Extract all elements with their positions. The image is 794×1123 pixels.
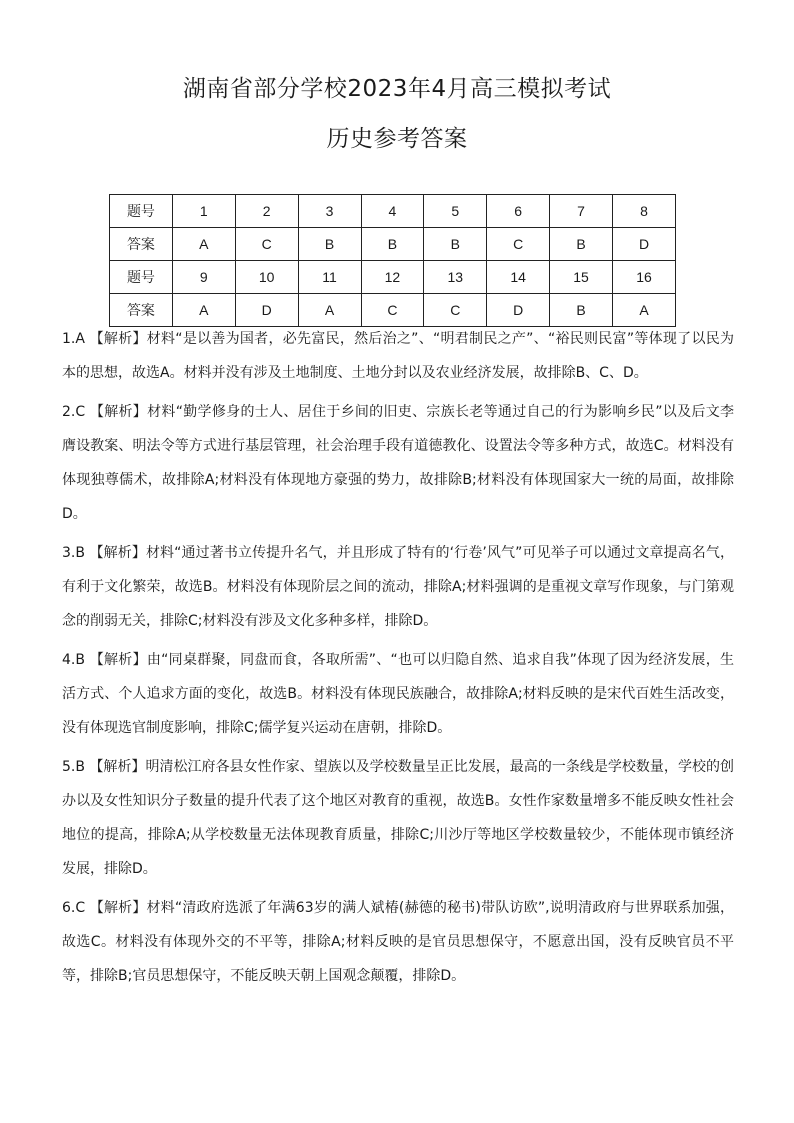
table-row bbox=[110, 195, 676, 228]
answer-explanation: 1.A 【解析】材料“是以善为国者，必先富民，然后治之”、“明君制民之产”、“裕民则民富”等体现了以民为本的思想，故选A。材料并没有涉及土地制度、土地分封以及农业经济发展，故排除B、C、D。 bbox=[62, 331, 734, 381]
table-cell: B bbox=[550, 228, 613, 261]
table-cell: 9 bbox=[172, 261, 235, 294]
table-cell: 15 bbox=[550, 261, 613, 294]
table-cell: C bbox=[361, 294, 424, 327]
page-subtitle: 历史参考答案 bbox=[326, 126, 468, 152]
table-cell: 6 bbox=[487, 195, 550, 228]
table-cell: 16 bbox=[613, 261, 676, 294]
table-cell: 2 bbox=[235, 195, 298, 228]
table-cell: 8 bbox=[613, 195, 676, 228]
table-cell: 1 bbox=[172, 195, 235, 228]
table-cell: A bbox=[298, 294, 361, 327]
answer-explanation: 6.C 【解析】材料“清政府选派了年满63岁的满人斌椿(赫德的秘书)带队访欧”,说明清政府与世界联系加强，故选C。材料没有体现外交的不平等，排除A;材料反映的是官员思想保守，不愿意出国，没有反映官员不平等，排除B;官员思想保守，不能反映天朝上国观念颠覆，排除D。 bbox=[62, 900, 734, 984]
table-cell: 3 bbox=[298, 195, 361, 228]
table-cell: 13 bbox=[424, 261, 487, 294]
answer-explanation: 4.B 【解析】由“同桌群聚，同盘而食，各取所需”、“也可以归隐自然、追求自我”体现了因为经济发展，生活方式、个人追求方面的变化，故选B。材料没有体现民族融合，故排除A;材料反映的是宋代百姓生活改变，没有体现选官制度影响，排除C;儒学复兴运动在唐朝，排除D。 bbox=[62, 652, 734, 736]
table-cell: A bbox=[172, 228, 235, 261]
table-cell: 14 bbox=[487, 261, 550, 294]
table-cell: C bbox=[235, 228, 298, 261]
analysis-section bbox=[62, 322, 734, 998]
table-cell: C bbox=[487, 228, 550, 261]
table-row bbox=[110, 228, 676, 261]
table-cell: 4 bbox=[361, 195, 424, 228]
row-header: 题号 bbox=[110, 261, 173, 294]
table-cell: 12 bbox=[361, 261, 424, 294]
table-cell: B bbox=[298, 228, 361, 261]
table-cell: A bbox=[613, 294, 676, 327]
table-cell: 5 bbox=[424, 195, 487, 228]
answer-explanation: 2.C 【解析】材料“勤学修身的士人、居住于乡间的旧吏、宗族长老等通过自己的行为影响乡民”以及后文李膺设教案、明法令等方式进行基层管理，社会治理手段有道德教化、设置法令等多种方式，故选C。材料没有体现独尊儒术，故排除A;材料没有体现地方豪强的势力，故排除B;材料没有体现国家大一统的局面，故排除D。 bbox=[62, 404, 734, 522]
table-row bbox=[110, 261, 676, 294]
table-cell: B bbox=[550, 294, 613, 327]
table-cell: D bbox=[487, 294, 550, 327]
answer-table bbox=[109, 194, 676, 327]
answer-explanation: 5.B 【解析】明清松江府各县女性作家、望族以及学校数量呈正比发展，最高的一条线是学校数量，学校的创办以及女性知识分子数量的提升代表了这个地区对教育的重视，故选B。女性作家数量增多不能反映女性社会地位的提高，排除A;从学校数量无法体现教育质量，排除C;川沙厅等地区学校数量较少，不能体现市镇经济发展，排除D。 bbox=[62, 759, 734, 877]
table-cell: 7 bbox=[550, 195, 613, 228]
table-cell: A bbox=[172, 294, 235, 327]
table-cell: D bbox=[613, 228, 676, 261]
answer-explanation: 3.B 【解析】材料“通过著书立传提升名气，并且形成了特有的‘行卷’风气”可见举子可以通过文章提高名气，有利于文化繁荣，故选B。材料没有体现阶层之间的流动，排除A;材料强调的是重视文章写作现象，与门第观念的削弱无关，排除C;材料没有涉及文化多种多样，排除D。 bbox=[62, 545, 734, 629]
page-title: 湖南省部分学校2023年4月高三模拟考试 bbox=[182, 76, 612, 102]
table-cell: B bbox=[424, 228, 487, 261]
table-cell: 10 bbox=[235, 261, 298, 294]
table-cell: 11 bbox=[298, 261, 361, 294]
row-header: 答案 bbox=[110, 294, 173, 327]
table-cell: C bbox=[424, 294, 487, 327]
table-cell: D bbox=[235, 294, 298, 327]
row-header: 答案 bbox=[110, 228, 173, 261]
table-cell: B bbox=[361, 228, 424, 261]
row-header: 题号 bbox=[110, 195, 173, 228]
